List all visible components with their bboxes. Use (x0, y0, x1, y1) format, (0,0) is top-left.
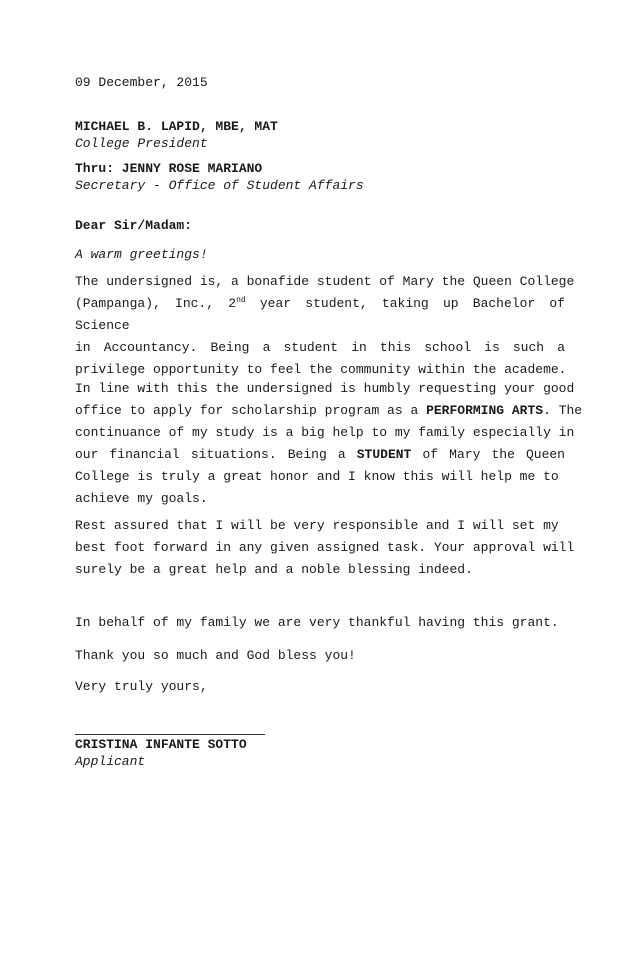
p3-line-3: surely be a great help and a noble blessing indeed. (75, 562, 473, 577)
p1-line-3: in Accountancy. Being a student in this school is such a (75, 340, 565, 355)
signatory-name: CRISTINA INFANTE SOTTO (75, 737, 247, 752)
closing-text: Very truly yours, (75, 679, 208, 694)
p2-line-5: College is truly a great honor and I know this will help me to (75, 469, 559, 484)
program-name: PERFORMING ARTS (426, 403, 544, 418)
thru-name: Thru: JENNY ROSE MARIANO (75, 161, 263, 176)
p2-line-4: our financial situations. Being a STUDENT of Mary the Queen (75, 447, 565, 462)
greeting (75, 244, 565, 266)
p1-line-4: privilege opportunity to feel the community within the academe. (75, 362, 567, 377)
thru-title: Secretary - Office of Student Affairs (75, 178, 364, 193)
paragraph-3 (75, 515, 575, 581)
paragraph-1 (75, 271, 575, 381)
recipient-title: College President (75, 136, 208, 151)
recipient-name: MICHAEL B. LAPID, MBE, MAT (75, 119, 278, 134)
signatory-role: Applicant (75, 754, 146, 769)
student-emphasis: STUDENT (356, 447, 412, 462)
p1-line-1: The undersigned is, a bonafide student of Mary the Queen College (75, 274, 575, 289)
signature-block (75, 736, 565, 770)
thanks-text: Thank you so much and God bless you! (75, 648, 356, 663)
date-text: 09 December, 2015 (75, 75, 208, 90)
p1-line-2: (Pampanga), Inc., 2nd year student, taking up Bachelor of Science (75, 296, 565, 333)
letter-date (75, 72, 565, 94)
p2-line-3: continuance of my study is a big help to my family especially in (75, 425, 575, 440)
paragraph-2 (75, 378, 583, 510)
thru-block (75, 160, 565, 194)
greeting-text: A warm greetings! (75, 247, 208, 262)
paragraph-4 (75, 612, 565, 634)
salutation-text: Dear Sir/Madam: (75, 218, 193, 233)
recipient-block (75, 118, 565, 152)
p2-line-2: office to apply for scholarship program as a PERFORMING ARTS. The (75, 403, 583, 418)
p2-line-6: achieve my goals. (75, 491, 208, 506)
thanks-line (75, 645, 565, 667)
p3-line-2: best foot forward in any given assigned task. Your approval will (75, 540, 575, 555)
p3-line-1: Rest assured that I will be very responsible and I will set my (75, 518, 559, 533)
signature-line (75, 734, 265, 735)
p4-line-1: In behalf of my family we are very thankful having this grant. (75, 615, 559, 630)
p2-line-1: In line with this the undersigned is humbly requesting your good (75, 381, 575, 396)
closing (75, 676, 565, 698)
salutation (75, 215, 565, 237)
